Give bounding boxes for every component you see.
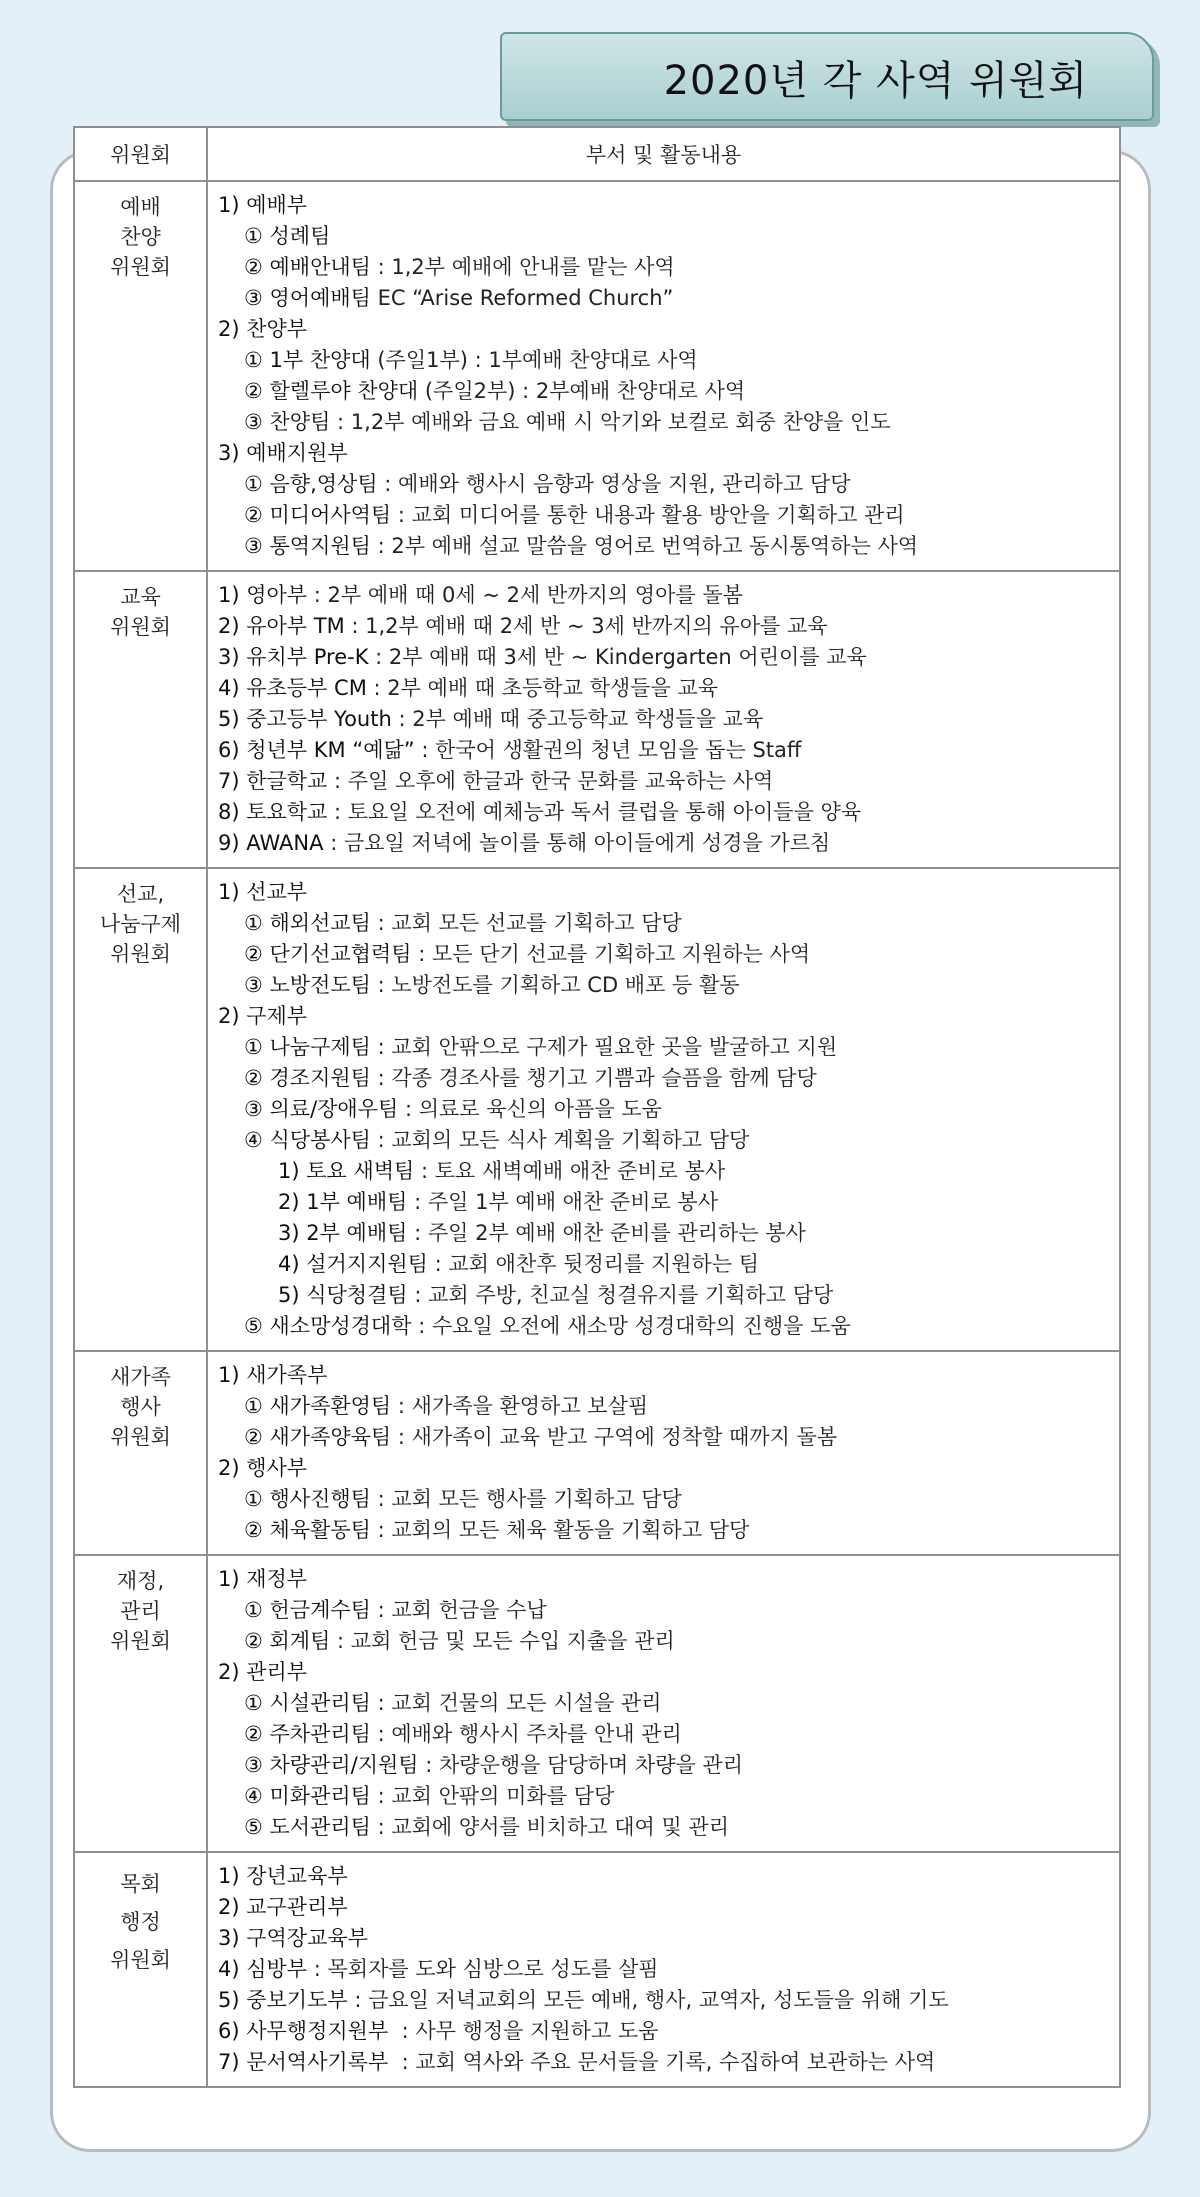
department-name: 2) 1부 예배팀 [278, 1190, 408, 1214]
department-description: : 예배와 행사시 주차를 안내 관리 [370, 1722, 682, 1746]
department-name: ① 1부 찬양대 [244, 348, 371, 372]
activity-line [218, 908, 1119, 939]
department-name: 2) 유아부 TM [218, 614, 345, 638]
department-description: : 각종 경조사를 챙기고 기쁨과 슬픔을 함께 담당 [370, 1066, 817, 1090]
department-name: ① 나눔구제팀 [244, 1035, 371, 1059]
activity-line [218, 1391, 1119, 1422]
committee-name [74, 1351, 207, 1555]
activity-line [218, 1750, 1119, 1781]
department-description: : 주일 1부 예배 애찬 준비로 봉사 [407, 1190, 719, 1214]
activity-line [218, 1156, 1119, 1187]
department-name: 2) 찬양부 [218, 317, 308, 341]
department-name: ② 예배안내팀 [244, 255, 371, 279]
department-name: 6) 청년부 KM “예닮” [218, 738, 415, 762]
department-name: ② 경조지원팀 [244, 1066, 371, 1090]
department-name: ⑤ 새소망성경대학 [244, 1314, 412, 1338]
committee-name [74, 868, 207, 1351]
activity-line [218, 1985, 1119, 2016]
committee-name [74, 571, 207, 868]
department-description: : 의료로 육신의 아픔을 도움 [398, 1097, 662, 1121]
table-row [74, 1852, 1120, 2087]
committee-name-line: 위원회 [110, 615, 171, 639]
department-name: 1) 예배부 [218, 193, 308, 217]
activity-line [218, 190, 1119, 221]
activity-line [218, 580, 1119, 611]
department-description: : 1,2부 예배 때 2세 반 ~ 3세 반까지의 유아를 교육 [344, 614, 828, 638]
activity-line [218, 314, 1119, 345]
department-name: ③ 의료/장애우팀 [244, 1097, 399, 1121]
activity-line [218, 1626, 1119, 1657]
committee-name-line: 위원회 [110, 942, 171, 966]
activity-line [218, 611, 1119, 642]
department-name: ② 체육활동팀 [244, 1518, 371, 1542]
committee-name-line: 예배 [120, 195, 161, 219]
department-description: : 1,2부 예배와 금요 예배 시 악기와 보컬로 회중 찬양을 인도 [330, 410, 891, 434]
activity-line [218, 376, 1119, 407]
activity-line [218, 531, 1119, 562]
department-name: ① 헌금계수팀 [244, 1598, 371, 1622]
department-description: : 토요일 오전에 예체능과 독서 클럽을 통해 아이들을 양육 [327, 800, 862, 824]
activity-line [218, 1564, 1119, 1595]
activity-line [218, 252, 1119, 283]
committee-name [74, 1852, 207, 2087]
table-row [74, 1351, 1120, 1555]
activity-line [218, 1360, 1119, 1391]
activity-line [218, 1125, 1119, 1156]
department-description: : 수요일 오전에 새소망 성경대학의 진행을 도움 [411, 1314, 851, 1338]
activity-line [218, 1657, 1119, 1688]
department-name: ① 새가족환영팀 [244, 1394, 392, 1418]
activity-line [218, 1280, 1119, 1311]
page-title: 2020년 각 사역 위원회 [663, 58, 1088, 104]
activity-line [218, 2047, 1119, 2078]
activity-line [218, 673, 1119, 704]
department-description: : 교회 헌금을 수납 [370, 1598, 547, 1622]
table-header-row [74, 127, 1120, 181]
department-description: : 교회 헌금 및 모든 수입 지출을 관리 [330, 1629, 675, 1653]
department-name: 3) 2부 예배팀 [278, 1221, 408, 1245]
committee-name-line: 행사 [120, 1395, 161, 1419]
department-description: : 주일 2부 예배 애찬 준비를 관리하는 봉사 [407, 1221, 806, 1245]
activity-line [218, 1001, 1119, 1032]
department-description: : 토요 새벽예배 애찬 준비로 봉사 [414, 1159, 726, 1183]
department-name: ③ 차량관리/지원팀 [244, 1753, 419, 1777]
committee-name-line: 찬양 [120, 225, 161, 249]
department-name: ① 행사진행팀 [244, 1487, 371, 1511]
activity-line [218, 1249, 1119, 1280]
committee-activities [207, 181, 1120, 571]
activity-line [218, 877, 1119, 908]
department-description: EC “Arise Reformed Church” [370, 286, 674, 310]
department-description: (주일1부) : 1부예배 찬양대로 사역 [370, 348, 698, 372]
activity-line [218, 221, 1119, 252]
committee-name-line: 나눔구제 [99, 912, 182, 936]
activity-line [218, 1515, 1119, 1546]
activity-line [218, 1719, 1119, 1750]
department-description: : 모든 단기 선교를 기획하고 지원하는 사역 [411, 942, 811, 966]
department-name: 9) AWANA [218, 831, 324, 855]
committee-name-line: 선교, [116, 882, 165, 906]
department-description: (주일2부) : 2부예배 찬양대로 사역 [418, 379, 746, 403]
activity-line [218, 642, 1119, 673]
activity-line [218, 1187, 1119, 1218]
activity-line [218, 1595, 1119, 1626]
activity-line [218, 469, 1119, 500]
department-description: : 노방전도를 기획하고 CD 배포 등 활동 [370, 973, 740, 997]
activity-line [218, 283, 1119, 314]
activity-line [218, 797, 1119, 828]
department-name: 5) 식당청결팀 [278, 1283, 408, 1307]
department-name: ② 미디어사역팀 [244, 503, 392, 527]
committee-name [74, 181, 207, 571]
activity-line [218, 1094, 1119, 1125]
committee-name-line: 관리 [120, 1599, 161, 1623]
activity-line [218, 1781, 1119, 1812]
department-name: 2) 관리부 [218, 1660, 308, 1684]
department-description: : 한국어 생활권의 청년 모임을 돕는 Staff [414, 738, 802, 762]
committee-name-line: 행정 [120, 1910, 161, 1934]
activity-line [218, 407, 1119, 438]
department-name: ① 시설관리팀 [244, 1691, 371, 1715]
committee-name-line: 위원회 [110, 255, 171, 279]
activity-line [218, 1812, 1119, 1843]
activity-line [218, 1032, 1119, 1063]
activity-line [218, 939, 1119, 970]
department-name: 3) 구역장교육부 [218, 1926, 368, 1950]
activity-line [218, 345, 1119, 376]
department-description: : 주일 오후에 한글과 한국 문화를 교육하는 사역 [327, 769, 774, 793]
committee-activities [207, 1555, 1120, 1852]
department-name: 1) 새가족부 [218, 1363, 328, 1387]
department-description: : 교회에 양서를 비치하고 대여 및 관리 [370, 1815, 730, 1839]
department-description: : 교회 모든 선교를 기획하고 담당 [370, 911, 682, 935]
department-description: : 2부 예배 때 중고등학교 학생들을 교육 [391, 707, 764, 731]
committee-activities [207, 1351, 1120, 1555]
department-description: : 차량운행을 담당하며 차량을 관리 [418, 1753, 744, 1777]
department-name: 1) 장년교육부 [218, 1864, 348, 1888]
department-description: : 2부 예배 때 3세 반 ~ Kindergarten 어린이를 교육 [368, 645, 867, 669]
department-description: : 1,2부 예배에 안내를 맡는 사역 [370, 255, 675, 279]
department-description: : 교회 건물의 모든 시설을 관리 [370, 1691, 662, 1715]
table-row [74, 181, 1120, 571]
department-name: 6) 사무행정지원부 [218, 2019, 389, 2043]
department-description: : 교회 역사와 주요 문서들을 기록, 수집하여 보관하는 사역 [388, 2050, 936, 2074]
department-name: ② 회계팀 [244, 1629, 331, 1653]
department-name: 5) 중고등부 Youth [218, 707, 392, 731]
activity-line [218, 1311, 1119, 1342]
department-name: ② 새가족양육팀 [244, 1425, 392, 1449]
department-description: : 예배와 행사시 음향과 영상을 지원, 관리하고 담당 [377, 472, 851, 496]
department-name: ① 음향,영상팀 [244, 472, 378, 496]
activity-line [218, 1923, 1119, 1954]
department-name: ③ 노방전도팀 [244, 973, 371, 997]
department-description: : 금요일 저녁에 놀이를 통해 아이들에게 성경을 가르침 [323, 831, 831, 855]
department-name: 5) 중보기도부 [218, 1988, 348, 2012]
committee-name-line: 위원회 [110, 1948, 171, 1972]
committee-name-line: 목회 [120, 1872, 161, 1896]
department-name: 1) 선교부 [218, 880, 308, 904]
department-name: 2) 구제부 [218, 1004, 308, 1028]
committee-name-line: 위원회 [110, 1629, 171, 1653]
department-name: ② 주차관리팀 [244, 1722, 371, 1746]
header-committee: 위원회 [74, 127, 207, 181]
committee-activities [207, 868, 1120, 1351]
department-name: 4) 심방부 [218, 1957, 308, 1981]
committee-name-line: 재정, [116, 1569, 165, 1593]
department-name: ④ 미화관리팀 [244, 1784, 371, 1808]
department-description: : 새가족을 환영하고 보살핌 [391, 1394, 649, 1418]
department-name: ② 단기선교협력팀 [244, 942, 412, 966]
department-name: 4) 설거지지원팀 [278, 1252, 428, 1276]
department-description: : 사무 행정을 지원하고 도움 [388, 2019, 659, 2043]
activity-line [218, 2016, 1119, 2047]
committee-table [73, 126, 1121, 2088]
table-row [74, 571, 1120, 868]
department-description: : 교회 주방, 친교실 청결유지를 기획하고 담당 [407, 1283, 834, 1307]
department-name: 3) 예배지원부 [218, 441, 348, 465]
activity-line [218, 1063, 1119, 1094]
department-name: 7) 한글학교 [218, 769, 328, 793]
department-name: 1) 영아부 [218, 583, 308, 607]
department-name: 7) 문서역사기록부 [218, 2050, 389, 2074]
table-row [74, 1555, 1120, 1852]
activity-line [218, 438, 1119, 469]
committee-name-line: 교육 [120, 585, 161, 609]
department-name: 8) 토요학교 [218, 800, 328, 824]
committee-name [74, 1555, 207, 1852]
department-description: : 목회자를 도와 심방으로 성도를 살핌 [307, 1957, 659, 1981]
department-name: 1) 토요 새벽팀 [278, 1159, 415, 1183]
activity-line [218, 1422, 1119, 1453]
activity-line [218, 704, 1119, 735]
department-name: ③ 영어예배팀 [244, 286, 371, 310]
department-name: ④ 식당봉사팀 [244, 1128, 371, 1152]
department-description: : 교회의 모든 식사 계획을 기획하고 담당 [370, 1128, 750, 1152]
department-description: : 금요일 저녁교회의 모든 예배, 행사, 교역자, 성도들을 위해 기도 [347, 1988, 949, 2012]
department-name: 4) 유초등부 CM [218, 676, 367, 700]
activity-line [218, 1954, 1119, 1985]
department-name: 3) 유치부 Pre-K [218, 645, 369, 669]
department-name: 2) 행사부 [218, 1456, 308, 1480]
committee-name-line: 위원회 [110, 1425, 171, 1449]
department-name: ③ 찬양팀 [244, 410, 331, 434]
header-details: 부서 및 활동내용 [207, 127, 1120, 181]
department-description: : 교회 안팎의 미화를 담당 [370, 1784, 615, 1808]
department-description: : 2부 예배 때 초등학교 학생들을 교육 [366, 676, 719, 700]
department-description: : 2부 예배 설교 말씀을 영어로 번역하고 동시통역하는 사역 [370, 534, 919, 558]
department-name: ② 할렐루야 찬양대 [244, 379, 419, 403]
activity-line [218, 766, 1119, 797]
activity-line [218, 735, 1119, 766]
table-row [74, 868, 1120, 1351]
department-description: : 교회 애찬후 뒷정리를 지원하는 팀 [427, 1252, 760, 1276]
committee-activities [207, 1852, 1120, 2087]
activity-line [218, 500, 1119, 531]
department-description: : 교회 모든 행사를 기획하고 담당 [370, 1487, 682, 1511]
title-banner [500, 32, 1154, 121]
department-description: : 교회 안팎으로 구제가 필요한 곳을 발굴하고 지원 [370, 1035, 838, 1059]
department-description: : 교회의 모든 체육 활동을 기획하고 담당 [370, 1518, 750, 1542]
department-name: ① 성례팀 [244, 224, 331, 248]
activity-line [218, 828, 1119, 859]
department-description: : 새가족이 교육 받고 구역에 정착할 때까지 돌봄 [391, 1425, 838, 1449]
department-name: ③ 통역지원팀 [244, 534, 371, 558]
activity-line [218, 1484, 1119, 1515]
department-name: ⑤ 도서관리팀 [244, 1815, 371, 1839]
committee-name-line: 새가족 [110, 1365, 171, 1389]
table-body [74, 181, 1120, 2087]
activity-line [218, 1861, 1119, 1892]
activity-line [218, 1892, 1119, 1923]
department-description: : 2부 예배 때 0세 ~ 2세 반까지의 영아를 돌봄 [307, 583, 743, 607]
activity-line [218, 1688, 1119, 1719]
department-name: 1) 재정부 [218, 1567, 308, 1591]
department-description: : 교회 미디어를 통한 내용과 활용 방안을 기획하고 관리 [391, 503, 905, 527]
department-name: 2) 교구관리부 [218, 1895, 348, 1919]
department-name: ① 해외선교팀 [244, 911, 371, 935]
committee-activities [207, 571, 1120, 868]
activity-line [218, 1453, 1119, 1484]
activity-line [218, 1218, 1119, 1249]
activity-line [218, 970, 1119, 1001]
